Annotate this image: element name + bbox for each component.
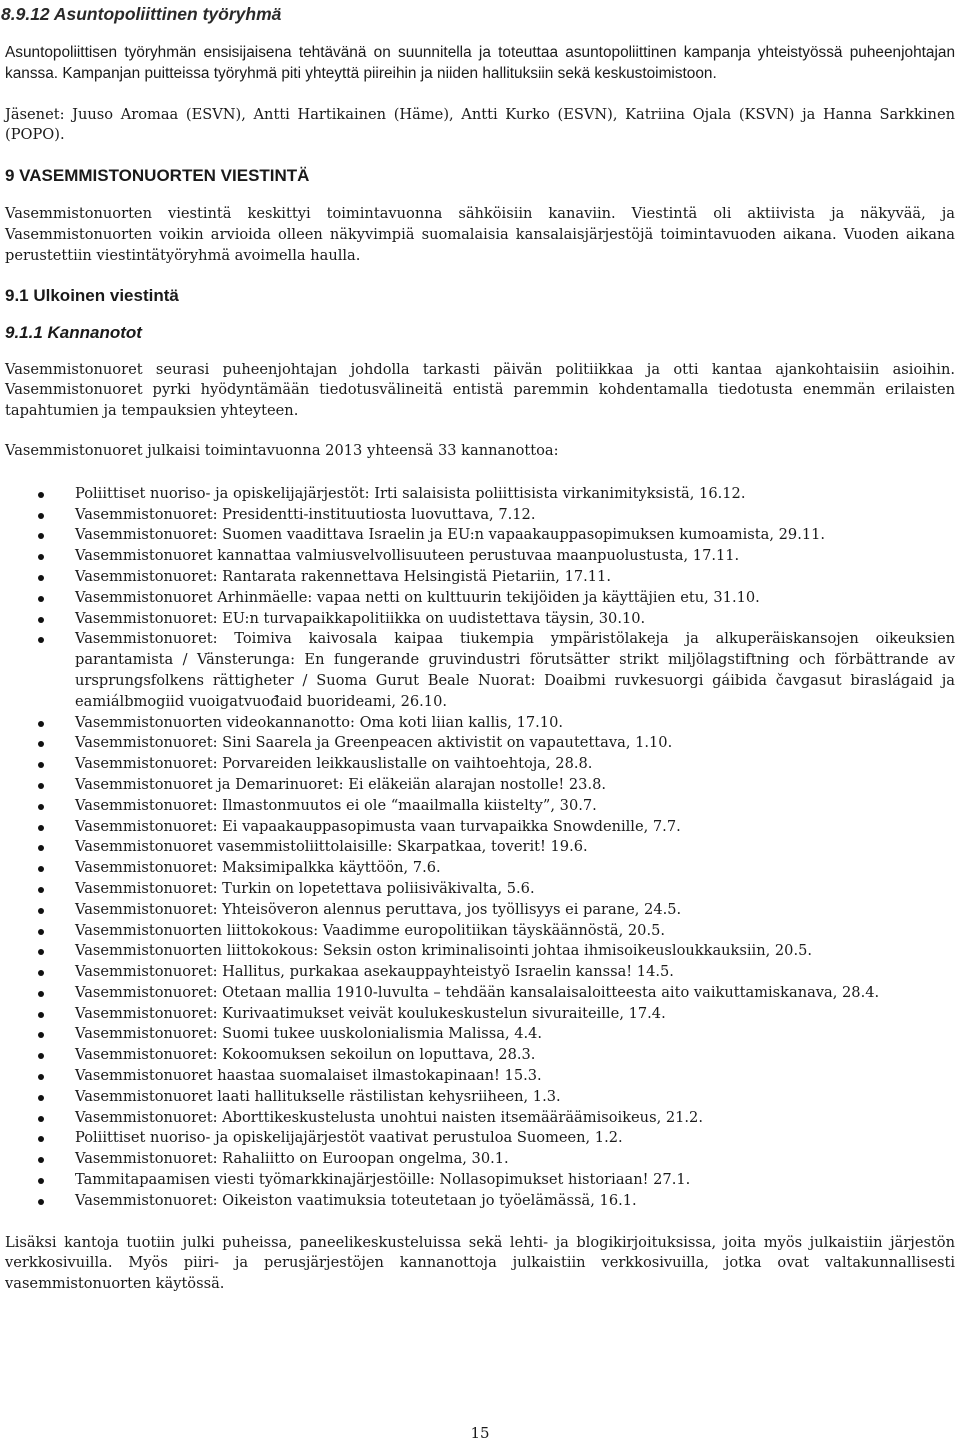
list-item-text: Vasemmistonuorten videokannanotto: Oma koti liian kallis, 17.10. (75, 713, 563, 731)
bullet-icon (38, 554, 44, 560)
list-item (5, 629, 955, 712)
bullet-icon (38, 991, 44, 997)
list-item (5, 609, 955, 630)
list-item (5, 900, 955, 921)
list-item (5, 713, 955, 734)
list-item (5, 1066, 955, 1087)
bullet-icon (38, 1012, 44, 1018)
list-item (5, 837, 955, 858)
bullet-icon (38, 1074, 44, 1080)
list-item-text: Vasemmistonuoret: Otetaan mallia 1910-luvulta – tehdään kansalaisaloitteesta aito vaikuttamiskanava, 28.4. (75, 983, 880, 1001)
list-item-text: Vasemmistonuorten liittokokous: Seksin oston kriminalisointi johtaa ihmisoikeusloukkauksiin, 20.5. (75, 942, 813, 960)
list-item (5, 733, 955, 754)
document-page (1, 0, 955, 1295)
list-item-text: Tammitapaamisen viesti työmarkkinajärjestöille: Nollasopimukset historiaan! 27.1. (75, 1171, 691, 1189)
list-item-text: Vasemmistonuoret: Suomen vaadittava Israelin ja EU:n vapaakauppasopimuksen kumoamista, 29.11. (75, 526, 826, 544)
list-item-text: Vasemmistonuoret: Maksimipalkka käyttöön, 7.6. (75, 859, 441, 877)
list-item-text: Poliittiset nuoriso- ja opiskelijajärjestöt vaativat perustuloa Suomeen, 1.2. (75, 1129, 623, 1147)
list-item-text: Vasemmistonuoret Arhinmäelle: vapaa netti on kulttuurin tekijöiden ja käyttäjien etu, 31.10. (75, 588, 760, 606)
list-item (5, 588, 955, 609)
list-item (5, 546, 955, 567)
list-item-text: Vasemmistonuorten liittokokous: Vaadimme europolitiikan täyskäännöstä, 20.5. (75, 921, 666, 939)
bullet-icon (38, 970, 44, 976)
paragraph-statements-intro: Vasemmistonuoret seurasi puheenjohtajan johdolla tarkasti päivän politiikkaa ja otti kantaa ajankohtaisiin asioihin. Vasemmistonuoret pyrki hyödyntämään tiedotusvälineitä entistä paremmin kohdentamalla tiedotusta enemmän erilaisten tapahtumien ja tempauksien yhteyteen. (5, 360, 955, 420)
list-item (5, 921, 955, 942)
bullet-icon (38, 1116, 44, 1122)
paragraph-housing-group-members: Jäsenet: Juuso Aromaa (ESVN), Antti Hartikainen (Häme), Antti Kurko (ESVN), Katriina Ojala (KSVN) ja Hanna Sarkkinen (POPO). (5, 105, 955, 144)
list-item (5, 754, 955, 775)
list-item (5, 525, 955, 546)
bullet-icon (38, 575, 44, 581)
bullet-icon (38, 804, 44, 810)
list-item (5, 858, 955, 879)
page-number: 15 (470, 1424, 490, 1442)
list-item (5, 567, 955, 588)
bullet-icon (38, 617, 44, 623)
list-item (5, 505, 955, 526)
list-item (5, 879, 955, 900)
bullet-icon (38, 492, 44, 498)
list-item-text: Vasemmistonuoret: Ei vapaakauppasopimusta vaan turvapaikka Snowdenille, 7.7. (75, 817, 681, 835)
list-item (5, 817, 955, 838)
list-item-text: Vasemmistonuoret: Turkin on lopetettava poliisiväkivalta, 5.6. (75, 879, 535, 897)
list-item-text: Vasemmistonuoret: Rantarata rakennettava Helsingistä Pietariin, 17.11. (75, 567, 611, 585)
list-item-text: Vasemmistonuoret: Ilmastonmuutos ei ole “maailmalla kiistelty”, 30.7. (75, 796, 597, 814)
statements-list (5, 484, 955, 1212)
bullet-icon (38, 1095, 44, 1101)
list-item (5, 1024, 955, 1045)
list-item-text: Vasemmistonuoret: Kokoomuksen sekoilun on loputtava, 28.3. (75, 1046, 536, 1064)
bullet-icon (38, 1032, 44, 1038)
section-heading-9-1: 9.1 Ulkoinen viestintä (5, 285, 179, 305)
bullet-icon (38, 513, 44, 519)
bullet-icon (38, 1199, 44, 1205)
bullet-icon (38, 1053, 44, 1059)
bullet-icon (38, 741, 44, 747)
list-item-text: Vasemmistonuoret: Hallitus, purkakaa asekauppayhteistyö Israelin kanssa! 14.5. (75, 963, 674, 981)
list-item (5, 1170, 955, 1191)
list-item (5, 775, 955, 796)
list-item-text: Vasemmistonuoret ja Demarinuoret: Ei eläkeiän alarajan nostolle! 23.8. (75, 775, 607, 793)
list-item-text: Vasemmistonuoret: Aborttikeskustelusta unohtui naisten itsemääräämisoikeus, 21.2. (75, 1108, 703, 1126)
bullet-icon (38, 783, 44, 789)
list-item-text: Vasemmistonuoret: Porvareiden leikkauslistalle on vaihtoehtoja, 28.8. (75, 755, 593, 773)
bullet-icon (38, 533, 44, 539)
list-item-text: Vasemmistonuoret: Oikeiston vaatimuksia toteutetaan jo työelämässä, 16.1. (75, 1191, 637, 1209)
list-item-text: Vasemmistonuoret vasemmistoliittolaisille: Skarpatkaa, toverit! 19.6. (75, 838, 588, 856)
list-item (5, 1108, 955, 1129)
list-item-text: Poliittiset nuoriso- ja opiskelijajärjestöt: Irti salaisista poliittisista virkanimityksistä, 16.12. (75, 484, 746, 502)
list-item-text: Vasemmistonuoret: EU:n turvapaikkapolitiikka on uudistettava täysin, 30.10. (75, 609, 646, 627)
paragraph-housing-group-task: Asuntopoliittisen työryhmän ensisijaisena tehtävänä on suunnitella ja toteuttaa asuntopoliittinen kampanja yhteistyössä puheenjohtajan kanssa. Kampanjan puitteissa työryhmä piti yhteyttä piireihin ja niiden hallituksiin sekä keskustoimistoon. (5, 44, 955, 82)
list-item (5, 1045, 955, 1066)
section-heading-8-9-12: 8.9.12 Asuntopoliittinen työryhmä (1, 4, 282, 24)
list-item-text: Vasemmistonuoret laati hallitukselle rästilistan kehysriiheen, 1.3. (75, 1087, 561, 1105)
bullet-icon (38, 637, 44, 643)
paragraph-statements-count: Vasemmistonuoret julkaisi toimintavuonna 2013 yhteensä 33 kannanottoa: (5, 441, 559, 459)
bullet-icon (38, 1157, 44, 1163)
bullet-icon (38, 887, 44, 893)
list-item-text: Vasemmistonuoret: Suomi tukee uuskolonialismia Malissa, 4.4. (75, 1025, 543, 1043)
list-item (5, 1087, 955, 1108)
bullet-icon (38, 949, 44, 955)
list-item (5, 983, 955, 1004)
list-item-text: Vasemmistonuoret: Sini Saarela ja Greenpeacen aktivistit on vapautettava, 1.10. (75, 734, 673, 752)
list-item-text: Vasemmistonuoret haastaa suomalaiset ilmastokapinaan! 15.3. (75, 1067, 542, 1085)
list-item-text: Vasemmistonuoret: Yhteisöveron alennus peruttava, jos työllisyys ei parane, 24.5. (75, 900, 682, 918)
list-item (5, 484, 955, 505)
bullet-icon (38, 596, 44, 602)
paragraph-communications-intro: Vasemmistonuorten viestintä keskittyi toimintavuonna sähköisiin kanaviin. Viestintä oli aktiivista ja näkyvää, ja Vasemmistonuorten voikin arvioida olleen näkyvimpiä suomalaisia kansalaisjärjestöjä toimintavuoden aikana. Vuoden aikana perustettiin viestintätyöryhmä avoimella haulla. (5, 205, 955, 264)
list-item (5, 1191, 955, 1212)
bullet-icon (38, 825, 44, 831)
list-item-text: Vasemmistonuoret kannattaa valmiusvelvollisuuteen perustuvaa maanpuolustusta, 17.11. (75, 547, 740, 565)
bullet-icon (38, 1178, 44, 1184)
list-item (5, 962, 955, 983)
list-item-text: Vasemmistonuoret: Rahaliitto on Euroopan ongelma, 30.1. (75, 1150, 509, 1168)
list-item-text: Vasemmistonuoret: Kurivaatimukset veivät koulukeskustelun sivuraiteille, 17.4. (75, 1004, 666, 1022)
list-item-text: Vasemmistonuoret: Presidentti-instituutiosta luovuttava, 7.12. (75, 505, 536, 523)
bullet-icon (38, 1136, 44, 1142)
list-item (5, 1149, 955, 1170)
list-item (5, 796, 955, 817)
list-item (5, 1004, 955, 1025)
list-item (5, 1128, 955, 1149)
paragraph-other-statements: Lisäksi kantoja tuotiin julki puheissa, paneelikeskusteluissa sekä lehti- ja blogikirjoituksissa, joita myös julkaistiin järjestön verkkosivuilla. Myös piiri- ja perusjärjestöjen kannanottoja julkaistiin verkkosivuilla, jotka ovat valtakunnallisesti vasemmistonuorten käytössä. (5, 1233, 955, 1293)
bullet-icon (38, 866, 44, 872)
bullet-icon (38, 721, 44, 727)
list-item-text: Vasemmistonuoret: Toimiva kaivosala kaipaa tiukempia ympäristölakeja ja alkuperäiskansojen oikeuksien parantamista / Vänsterunga: En fungerande gruvindustri förutsätter strikt miljölagstiftning och förbättrande av ursprungsfolkens rättigheter / Suoma Gurut Beale Nuorat: Doaibmi ruvkesuorgi gáibida čavgasut biraslágaid ja eamiálbmogiid vuoigatvuođaid buorideami, 26.10. (75, 630, 955, 710)
bullet-icon (38, 929, 44, 935)
section-heading-9-1-1: 9.1.1 Kannanotot (5, 322, 142, 342)
section-heading-9: 9 VASEMMISTONUORTEN VIESTINTÄ (5, 166, 310, 186)
bullet-icon (38, 908, 44, 914)
list-item (5, 941, 955, 962)
bullet-icon (38, 845, 44, 851)
bullet-icon (38, 762, 44, 768)
